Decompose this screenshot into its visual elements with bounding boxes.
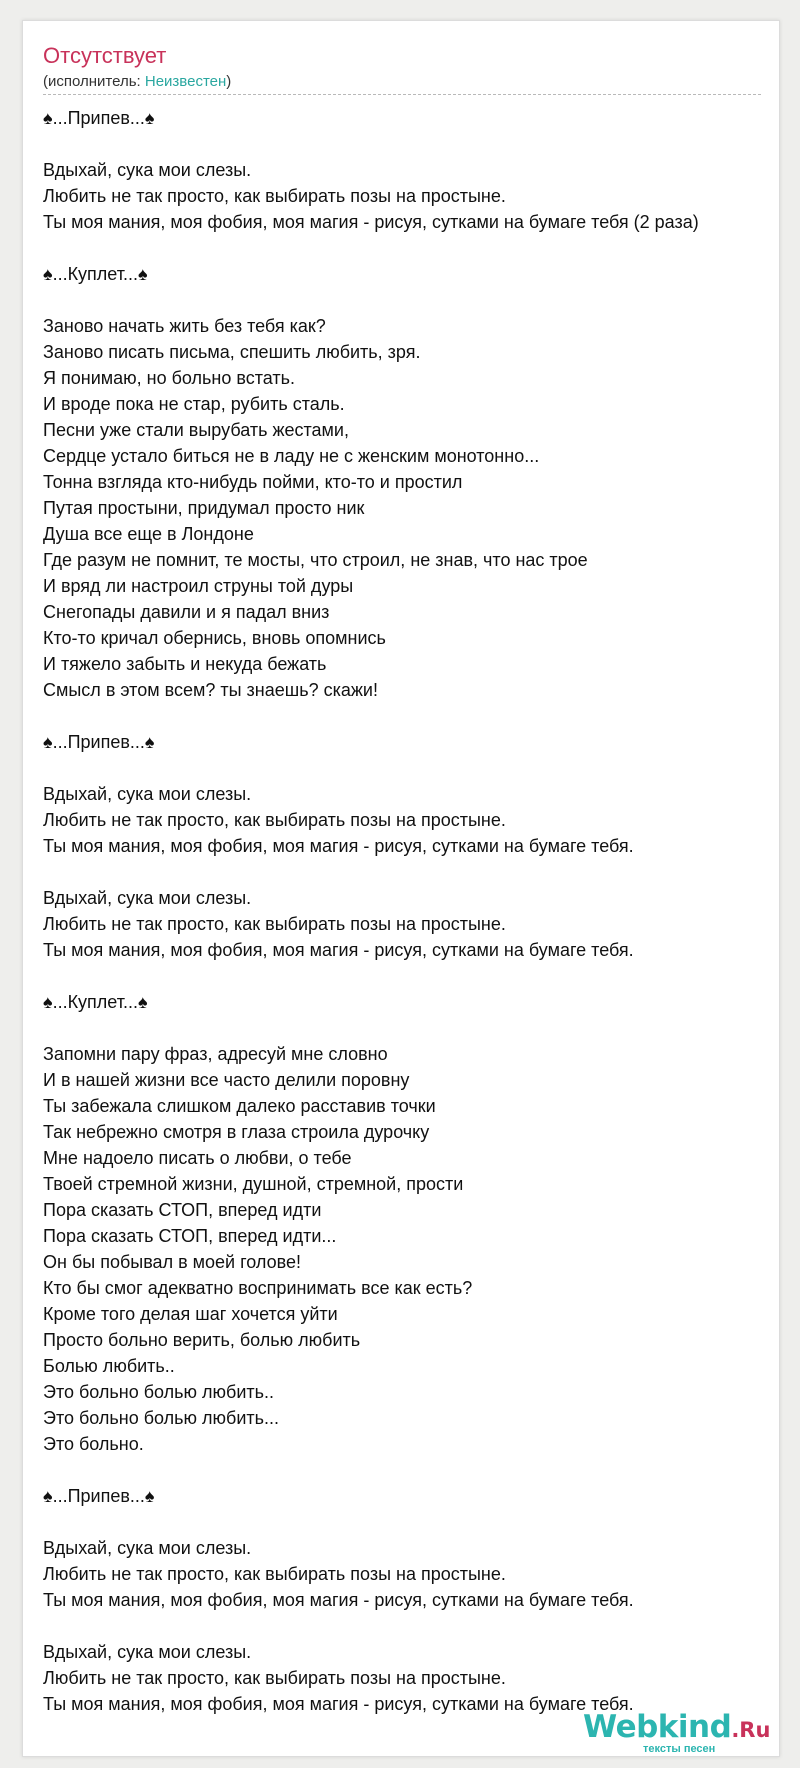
lyric-line: ♠...Припев...♠ <box>43 108 155 128</box>
lyric-line: Твоей стремной жизни, душной, стремной, прости <box>43 1174 464 1194</box>
artist-prefix: (исполнитель: <box>43 73 145 90</box>
lyric-line: Вдыхай, сука мои слезы. <box>43 160 252 180</box>
artist-line <box>43 73 231 91</box>
brand-name: Webkind <box>583 1709 732 1745</box>
site-logo[interactable] <box>583 1709 773 1759</box>
lyric-line: Вдыхай, сука мои слезы. <box>43 1642 252 1662</box>
lyric-line: И вряд ли настроил струны той дуры <box>43 576 354 596</box>
lyric-blank-line <box>43 859 780 885</box>
artist-suffix: ) <box>226 73 232 90</box>
lyric-line: ♠...Куплет...♠ <box>43 992 148 1012</box>
lyric-blank-line <box>43 703 780 729</box>
lyric-line: И тяжело забыть и некуда бежать <box>43 654 327 674</box>
lyric-blank-line <box>43 755 780 781</box>
lyric-line: Просто больно верить, болью любить <box>43 1330 361 1350</box>
lyric-line: Ты моя мания, моя фобия, моя магия - рисуя, сутками на бумаге тебя. <box>43 1694 634 1714</box>
lyric-blank-line <box>43 1613 780 1639</box>
lyric-line: Снегопады давили и я падал вниз <box>43 602 330 622</box>
lyric-line: Заново начать жить без тебя как? <box>43 316 326 336</box>
lyric-line: Любить не так просто, как выбирать позы на простыне. <box>43 914 506 934</box>
lyric-line: Заново писать письма, спешить любить, зря. <box>43 342 421 362</box>
lyric-line: Вдыхай, сука мои слезы. <box>43 784 252 804</box>
lyric-blank-line <box>43 287 780 313</box>
brand-tld: .Ru <box>731 1718 771 1742</box>
lyric-line: ♠...Припев...♠ <box>43 1486 155 1506</box>
lyric-line: Любить не так просто, как выбирать позы на простыне. <box>43 810 506 830</box>
lyric-line: Песни уже стали вырубать жестами, <box>43 420 349 440</box>
lyric-line: ♠...Припев...♠ <box>43 732 155 752</box>
lyric-line: Душа все еще в Лондоне <box>43 524 254 544</box>
lyric-line: Ты моя мания, моя фобия, моя магия - рисуя, сутками на бумаге тебя. <box>43 836 634 856</box>
lyric-line: Запомни пару фраз, адресуй мне словно <box>43 1044 388 1064</box>
song-title: Отсутствует <box>43 43 167 68</box>
lyric-line: И вроде пока не стар, рубить сталь. <box>43 394 345 414</box>
lyric-line: Кроме того делая шаг хочется уйти <box>43 1304 338 1324</box>
lyric-line: Он бы побывал в моей голове! <box>43 1252 301 1272</box>
lyric-line: Мне надоело писать о любви, о тебе <box>43 1148 352 1168</box>
lyric-blank-line <box>43 1015 780 1041</box>
artist-link[interactable]: Неизвестен <box>144 73 227 90</box>
lyric-line: Смысл в этом всем? ты знаешь? скажи! <box>43 680 378 700</box>
lyric-line: ♠...Куплет...♠ <box>43 264 148 284</box>
lyric-line: Кто-то кричал обернись, вновь опомнись <box>43 628 386 648</box>
brand-tagline: тексты песен <box>643 1743 716 1755</box>
lyrics-page <box>22 20 780 1757</box>
lyric-blank-line <box>43 131 780 157</box>
lyric-line: И в нашей жизни все часто делили поровну <box>43 1070 410 1090</box>
lyric-line: Ты моя мания, моя фобия, моя магия - рисуя, сутками на бумаге тебя. <box>43 940 634 960</box>
lyric-line: Кто бы смог адекватно воспринимать все как есть? <box>43 1278 473 1298</box>
lyric-line: Это больно болью любить... <box>43 1408 280 1428</box>
lyric-line: Это больно. <box>43 1434 144 1454</box>
lyric-line: Вдыхай, сука мои слезы. <box>43 888 252 908</box>
lyric-line: Это больно болью любить.. <box>43 1382 275 1402</box>
lyric-line: Любить не так просто, как выбирать позы на простыне. <box>43 1668 506 1688</box>
lyric-line: Ты забежала слишком далеко расставив точки <box>43 1096 436 1116</box>
lyric-line: Ты моя мания, моя фобия, моя магия - рисуя, сутками на бумаге тебя (2 раза) <box>43 212 699 232</box>
lyric-blank-line <box>43 963 780 989</box>
lyric-line: Так небрежно смотря в глаза строила дурочку <box>43 1122 430 1142</box>
lyric-line: Сердце устало биться не в ладу не с женским монотонно... <box>43 446 540 466</box>
lyric-line: Пора сказать СТОП, вперед идти... <box>43 1226 337 1246</box>
lyric-line: Любить не так просто, как выбирать позы на простыне. <box>43 1564 506 1584</box>
lyric-line: Вдыхай, сука мои слезы. <box>43 1538 252 1558</box>
lyric-blank-line <box>43 1457 780 1483</box>
lyric-line: Пора сказать СТОП, вперед идти <box>43 1200 322 1220</box>
lyric-line: Где разум не помнит, те мосты, что строил, не знав, что нас трое <box>43 550 588 570</box>
lyric-blank-line <box>43 1509 780 1535</box>
lyric-line: Болью любить.. <box>43 1356 175 1376</box>
lyric-line: Путая простыни, придумал просто ник <box>43 498 365 518</box>
lyric-line: Тонна взгляда кто-нибудь пойми, кто-то и простил <box>43 472 463 492</box>
title-divider <box>43 94 761 95</box>
lyric-line: Я понимаю, но больно встать. <box>43 368 295 388</box>
lyric-line: Ты моя мания, моя фобия, моя магия - рисуя, сутками на бумаге тебя. <box>43 1590 634 1610</box>
lyric-line: Любить не так просто, как выбирать позы на простыне. <box>43 186 506 206</box>
lyric-blank-line <box>43 235 780 261</box>
lyrics-text <box>43 105 780 1717</box>
